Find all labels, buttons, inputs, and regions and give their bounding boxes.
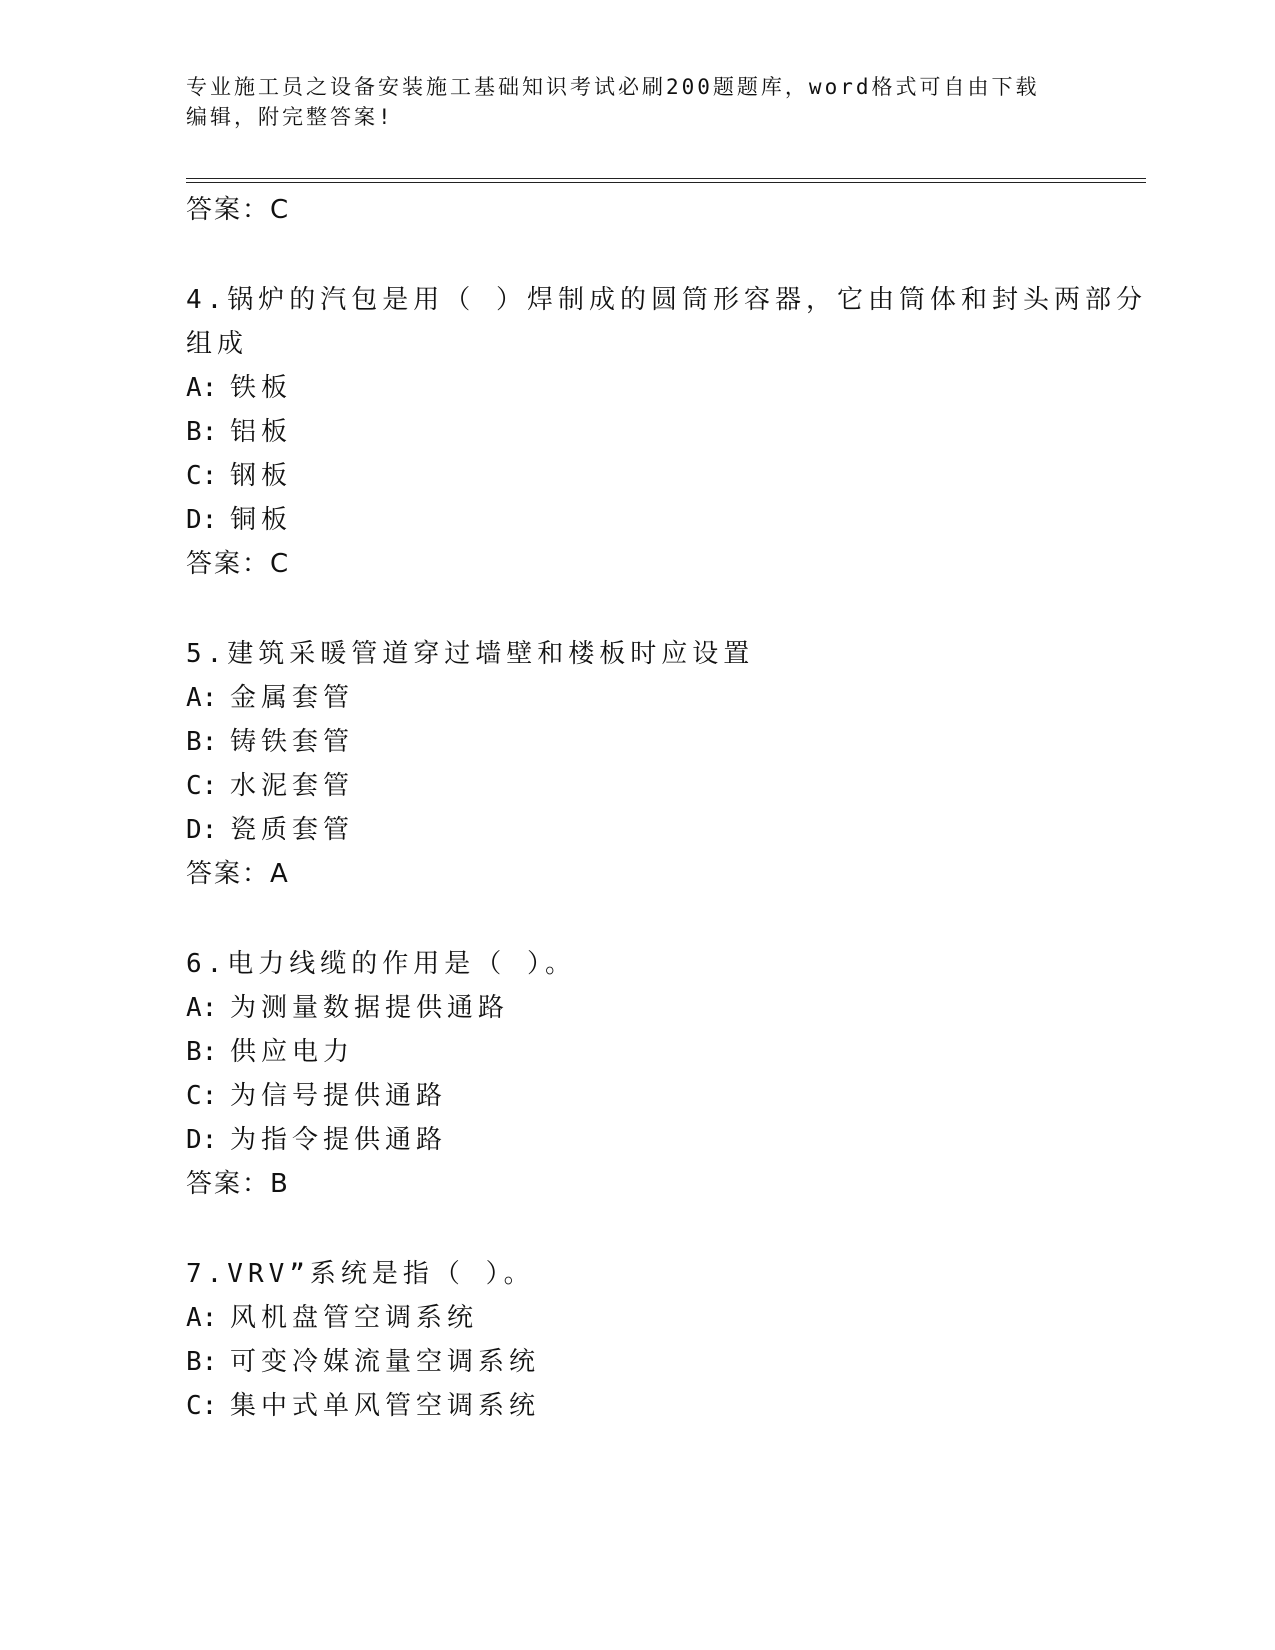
- option-letter: A:: [186, 683, 218, 713]
- option-text: 水泥套管: [230, 771, 355, 801]
- answer-value: B: [270, 1169, 290, 1199]
- answer-label: 答案：: [186, 859, 271, 889]
- option-b: [186, 724, 354, 760]
- option-b: [186, 414, 292, 450]
- option-text: 风机盘管空调系统: [230, 1303, 479, 1333]
- option-c: [186, 1388, 540, 1424]
- question-stem: 6.电力线缆的作用是（ ）。: [186, 949, 576, 979]
- option-letter: B:: [186, 1347, 218, 1377]
- option-c: [186, 768, 354, 804]
- answer-value: C: [270, 195, 291, 225]
- option-text: 铸铁套管: [230, 727, 355, 757]
- option-letter: D:: [186, 815, 218, 845]
- option-text: 铝板: [230, 417, 293, 447]
- option-letter: B:: [186, 727, 218, 757]
- answer-label: 答案：: [186, 195, 271, 225]
- option-letter: C:: [186, 771, 218, 801]
- option-text: 为信号提供通路: [230, 1081, 448, 1111]
- option-c: [186, 458, 292, 494]
- header-title-line-2: 编辑，附完整答案!: [186, 105, 394, 129]
- option-text: 为指令提供通路: [230, 1125, 448, 1155]
- answer-value: A: [270, 859, 290, 889]
- option-letter: C:: [186, 1081, 218, 1111]
- answer-label: 答案：: [186, 549, 271, 579]
- option-letter: D:: [186, 1125, 218, 1155]
- option-b: [186, 1344, 540, 1380]
- option-letter: A:: [186, 1303, 218, 1333]
- option-letter: B:: [186, 1037, 218, 1067]
- answer-label: 答案：: [186, 1169, 271, 1199]
- question-stem: 5.建筑采暖管道穿过墙壁和楼板时应设置: [186, 639, 755, 669]
- option-text: 钢板: [230, 461, 293, 491]
- option-b: [186, 1034, 354, 1070]
- option-letter: C:: [186, 461, 218, 491]
- answer-line: [186, 1166, 290, 1202]
- option-text: 铁板: [230, 373, 293, 403]
- option-a: [186, 1300, 478, 1336]
- option-text: 瓷质套管: [230, 815, 355, 845]
- answer-line: [186, 546, 290, 582]
- option-text: 铜板: [230, 505, 293, 535]
- option-d: [186, 502, 292, 538]
- document-header: [186, 72, 1066, 132]
- option-text: 可变冷媒流量空调系统: [230, 1347, 541, 1377]
- answer-value: C: [270, 549, 291, 579]
- option-text: 集中式单风管空调系统: [230, 1391, 541, 1421]
- header-divider-bottom: [186, 182, 1146, 183]
- option-a: [186, 680, 354, 716]
- option-letter: C:: [186, 1391, 218, 1421]
- question-stem: 7.VRV”系统是指（ ）。: [186, 1259, 535, 1289]
- option-letter: A:: [186, 993, 218, 1023]
- option-letter: B:: [186, 417, 218, 447]
- option-d: [186, 812, 354, 848]
- question-stem-continued: 组成: [186, 329, 249, 359]
- option-text: 为测量数据提供通路: [230, 993, 510, 1023]
- option-text: 供应电力: [230, 1037, 355, 1067]
- option-d: [186, 1122, 447, 1158]
- option-c: [186, 1078, 447, 1114]
- option-letter: D:: [186, 505, 218, 535]
- option-a: [186, 370, 292, 406]
- option-a: [186, 990, 509, 1026]
- question-stem: 4.锅炉的汽包是用（ ）焊制成的圆筒形容器，它由筒体和封头两部分: [186, 285, 1147, 315]
- header-title-line-1: 专业施工员之设备安装施工基础知识考试必刷200题题库，word格式可自由下载: [186, 75, 1040, 99]
- answer-line: [186, 856, 290, 892]
- option-letter: A:: [186, 373, 218, 403]
- header-divider-top: [186, 178, 1146, 179]
- answer-line: [186, 192, 290, 228]
- option-text: 金属套管: [230, 683, 355, 713]
